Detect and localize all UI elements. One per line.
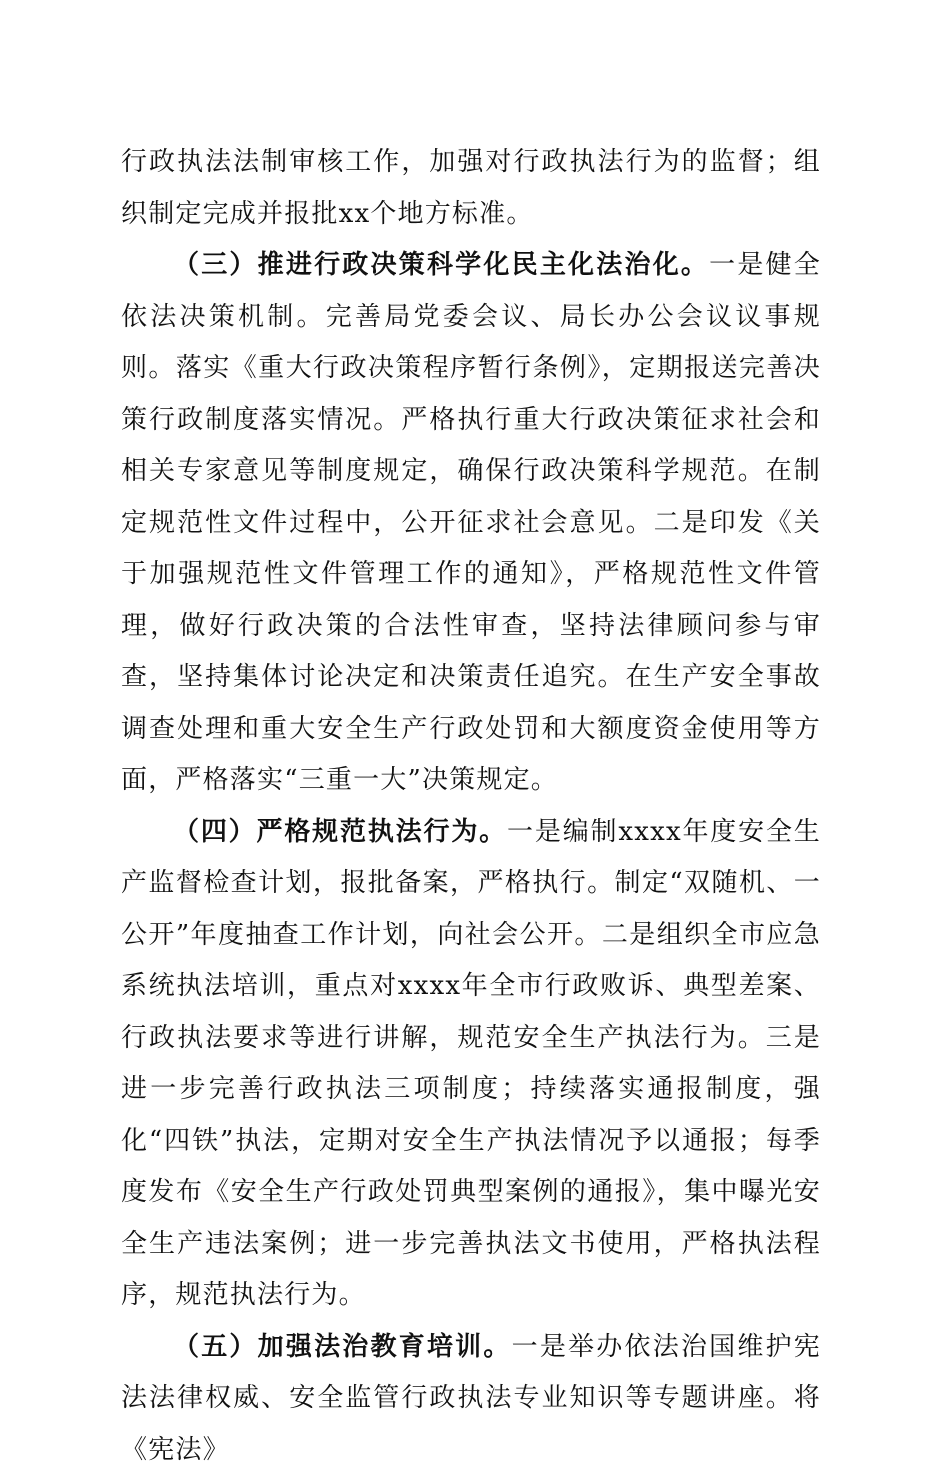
paragraph-section-5 [121,1322,821,1476]
paragraph-section-3 [121,240,821,807]
document-body [121,137,821,1476]
section-heading-4: （四）严格规范执法行为。 [173,817,507,847]
paragraph-section-4 [121,807,821,1322]
paragraph-body: 一是编制xxxx年度安全生产监督检查计划，报批备案，严格执行。制定“双随机、一公开”年度抽查工作计划，向社会公开。二是组织全市应急系统执法培训，重点对xxxx年全市行政败诉、典型差案、行政执法要求等进行讲解，规范安全生产执法行为。三是进一步完善行政执法三项制度；持续落实通报制度，强化“四铁”执法，定期对安全生产执法情况予以通报；每季度发布《安全生产行政处罚典型案例的通报》，集中曝光安全生产违法案例；进一步完善执法文书使用，严格执法程序，规范执法行为。 [121,817,821,1311]
section-heading-5: （五）加强法治教育培训。 [173,1332,512,1362]
paragraph-body: 行政执法法制审核工作，加强对行政执法行为的监督；组织制定完成并报批xx个地方标准。 [121,147,821,229]
paragraph-continuation [121,137,821,240]
section-heading-3: （三）推进行政决策科学化民主化法治化。 [173,250,709,280]
paragraph-body: 一是健全依法决策机制。完善局党委会议、局长办公会议议事规则。落实《重大行政决策程序暂行条例》，定期报送完善决策行政制度落实情况。严格执行重大行政决策征求社会和相关专家意见等制度规定，确保行政决策科学规范。在制定规范性文件过程中，公开征求社会意见。二是印发《关于加强规范性文件管理工作的通知》，严格规范性文件管理，做好行政决策的合法性审查，坚持法律顾问参与审查，坚持集体讨论决定和决策责任追究。在生产安全事故调查处理和重大安全生产行政处罚和大额度资金使用等方面，严格落实“三重一大”决策规定。 [121,250,821,795]
paragraph-body: 一是举办依法治国维护宪法法律权威、安全监管行政执法专业知识等专题讲座。将《宪法》 [121,1332,821,1465]
